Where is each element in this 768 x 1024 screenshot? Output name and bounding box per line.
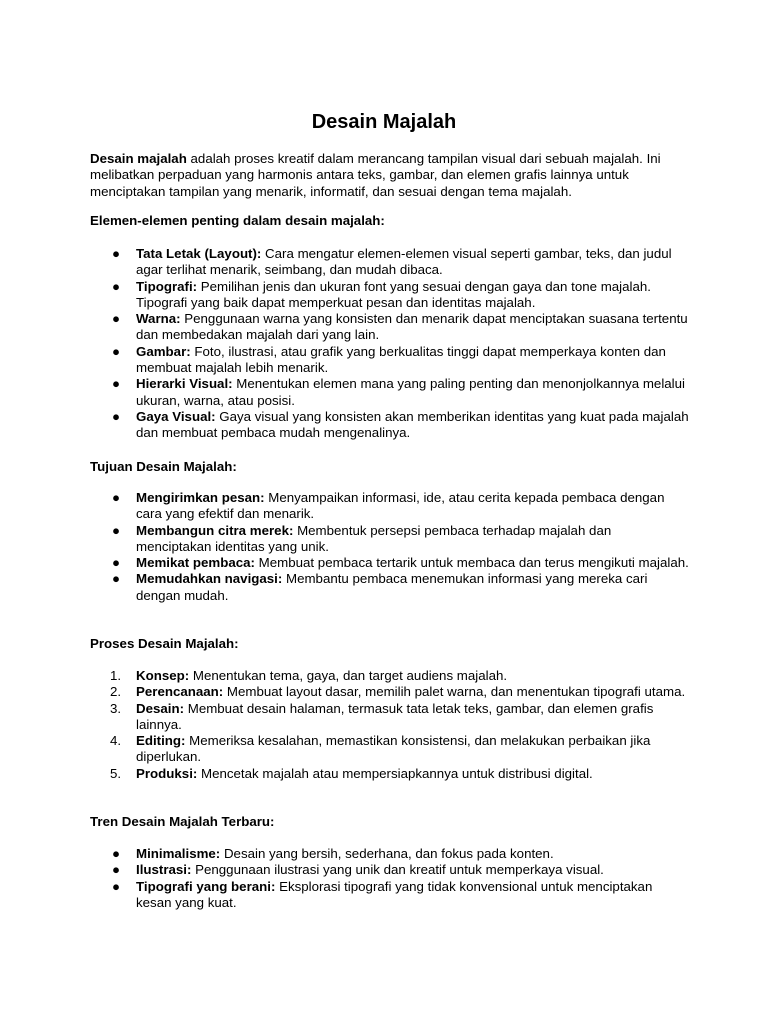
item-text: Eksplorasi tipografi yang tidak konvensional untuk menciptakan kesan yang kuat. [136,878,653,910]
item-term: Memikat pembaca: [136,555,255,571]
item-term: Warna: [136,311,181,327]
item-term: Membangun citra merek: [136,522,294,538]
bullet-icon: ● [112,571,121,587]
list-item [90,571,690,604]
item-text: Cara mengatur elemen-elemen visual seperti gambar, teks, dan judul agar terlihat menarik, seimbang, dan mudah dibaca. [136,246,672,278]
item-term: Konsep: [136,668,190,683]
item-text: Desain yang bersih, sederhana, dan fokus pada konten. [220,846,554,861]
item-text: Menyampaikan informasi, ide, atau cerita kepada pembaca dengan cara yang efektif dan menarik. [136,490,665,522]
section-heading-goals: Tujuan Desain Majalah: [90,459,237,474]
list-item [90,684,690,700]
item-term: Memudahkan navigasi: [136,571,283,587]
bullet-icon: ● [112,246,121,261]
item-term: Gambar: [136,343,191,359]
list-number: 2. [110,684,122,700]
item-term: Tipografi: [136,278,198,294]
intro-term: Desain majalah [90,151,187,166]
bullet-icon: ● [112,376,121,392]
elements-list [90,246,690,442]
list-number: 1. [110,668,122,683]
bullet-icon: ● [112,343,121,359]
list-item [90,490,690,523]
process-list [90,668,690,782]
bullet-icon: ● [112,878,121,894]
item-text: Membentuk persepsi pembaca terhadap majalah dan menciptakan identitas yang unik. [136,522,612,554]
item-text: Mencetak majalah atau mempersiapkannya untuk distribusi digital. [197,765,593,781]
section-heading-process: Proses Desain Majalah: [90,636,239,651]
item-text: Membuat desain halaman, termasuk tata letak teks, gambar, dan elemen grafis lainnya. [136,700,654,732]
bullet-icon: ● [112,278,121,294]
list-item [90,376,690,409]
list-item [90,733,690,766]
list-item [90,862,690,878]
list-item [90,879,690,912]
bullet-icon: ● [112,862,121,878]
list-item [90,555,690,571]
item-term: Ilustrasi: [136,862,192,878]
list-item [90,279,690,312]
item-text: Menentukan elemen mana yang paling penting dan menonjolkannya melalui ukuran, warna, atau posisi. [136,376,685,408]
item-text: Penggunaan warna yang konsisten dan menarik dapat menciptakan suasana tertentu dan membedakan majalah dari yang lain. [136,311,688,343]
list-item [90,246,690,279]
intro-text: adalah proses kreatif dalam merancang tampilan visual dari sebuah majalah. Ini melibatkan perpaduan yang harmonis antara teks, gambar, dan elemen grafis lainnya untuk menciptakan tampilan yang menarik, informatif, dan sesuai dengan tema majalah. [90,151,661,199]
list-item [90,701,690,734]
list-number: 3. [110,700,122,716]
list-item [90,668,690,684]
item-term: Gaya Visual: [136,408,216,424]
page-title: Desain Majalah [311,111,457,133]
intro-paragraph [90,151,690,200]
bullet-icon: ● [112,490,121,505]
bullet-icon: ● [112,846,121,861]
item-text: Memeriksa kesalahan, memastikan konsistensi, dan melakukan perbaikan jika diperlukan. [136,733,651,765]
list-item [90,766,690,782]
item-term: Minimalisme: [136,846,221,861]
list-item [90,344,690,377]
list-number: 5. [110,765,122,781]
list-item [90,311,690,344]
section-heading-trends: Tren Desain Majalah Terbaru: [90,814,275,829]
item-term: Mengirimkan pesan: [136,490,265,505]
item-text: Menentukan tema, gaya, dan target audiens majalah. [189,668,508,683]
item-term: Desain: [136,700,185,716]
item-term: Tata Letak (Layout): [136,246,262,261]
item-text: Membuat layout dasar, memilih palet warna, dan menentukan tipografi utama. [223,684,686,700]
item-text: Membantu pembaca menemukan informasi yang mereka cari dengan mudah. [136,571,648,603]
goals-list [90,490,690,604]
item-text: Pemilihan jenis dan ukuran font yang sesuai dengan gaya dan tone majalah. Tipografi yang baik dapat memperkuat pesan dan identitas majalah. [136,278,651,310]
list-item [90,409,690,442]
item-term: Perencanaan: [136,684,224,700]
trends-list [90,846,690,911]
item-text: Membuat pembaca tertarik untuk membaca dan terus mengikuti majalah. [254,555,689,571]
item-text: Gaya visual yang konsisten akan memberikan identitas yang kuat pada majalah dan membuat pembaca mudah mengenalinya. [136,408,689,441]
bullet-icon: ● [112,311,121,327]
item-term: Produksi: [136,765,198,781]
list-item [90,846,690,862]
item-term: Editing: [136,733,186,749]
section-heading-elements: Elemen-elemen penting dalam desain majalah: [90,213,385,228]
list-number: 4. [110,733,122,749]
bullet-icon: ● [112,522,121,538]
item-text: Penggunaan ilustrasi yang unik dan kreatif untuk memperkaya visual. [191,862,604,878]
list-item [90,523,690,556]
bullet-icon: ● [112,408,121,424]
item-term: Tipografi yang berani: [136,878,276,894]
item-term: Hierarki Visual: [136,376,233,392]
bullet-icon: ● [112,555,121,571]
item-text: Foto, ilustrasi, atau grafik yang berkualitas tinggi dapat memperkaya konten dan membuat majalah lebih menarik. [136,343,666,376]
